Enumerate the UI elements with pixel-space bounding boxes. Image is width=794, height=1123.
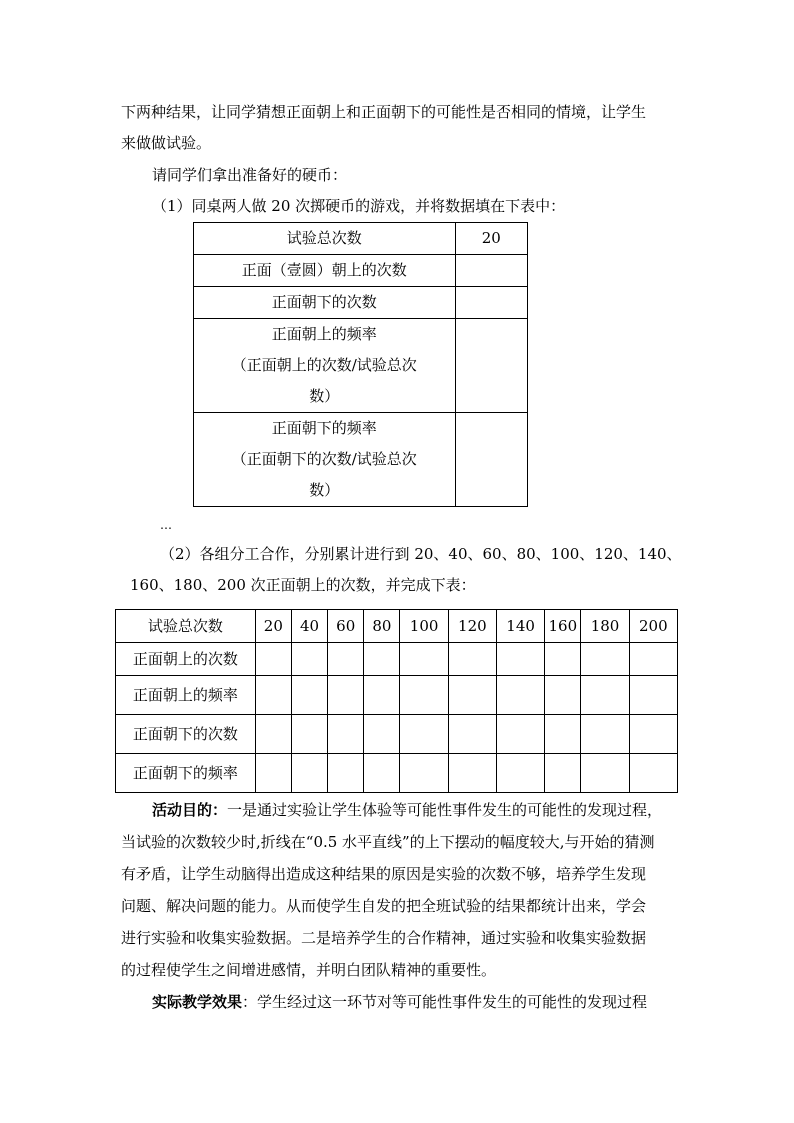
- paragraph-line: 当试验的次数较少时,折线在“0.5 水平直线”的上下摆动的幅度较大,与开始的猜测: [121, 833, 655, 851]
- table-cell: [255, 715, 291, 754]
- table-header-cell: 160: [545, 610, 581, 643]
- table-cell-value: [455, 255, 527, 287]
- table-header-cell: 40: [291, 610, 327, 643]
- table-cell: [328, 715, 364, 754]
- goal-text: 一是通过实验让学生体验等可能性事件发生的可能性的发现过程，: [227, 801, 663, 819]
- table-cell: [581, 643, 629, 676]
- table-cell: [448, 643, 496, 676]
- table-cell: [581, 754, 629, 793]
- label-line: 数）: [309, 481, 340, 499]
- table-header-cell: 120: [448, 610, 496, 643]
- table-cell: [255, 754, 291, 793]
- paragraph-line: （2）各组分工合作，分别累计进行到 20、40、60、80、100、120、140、: [160, 545, 682, 563]
- label-line: 正面朝下的频率: [271, 419, 377, 437]
- table-cell: [328, 754, 364, 793]
- paragraph-line: 进行实验和收集实验数据。二是培养学生的合作精神，通过实验和收集实验数据: [121, 929, 647, 947]
- table-cell-label: 正面（壹圆）朝上的次数: [194, 255, 456, 287]
- goal-label: 活动目的: [152, 801, 213, 819]
- table-cell: [448, 676, 496, 715]
- table-cell: [629, 715, 677, 754]
- table-cell: [400, 715, 448, 754]
- paragraph-line: 的过程使学生之间增进感情，并明白团队精神的重要性。: [121, 961, 497, 979]
- paragraph-line: 问题、解决问题的能力。从而使学生自发的把全班试验的结果都统计出来，学会: [121, 897, 647, 915]
- ellipsis: …: [160, 518, 172, 532]
- table-cell: [496, 715, 544, 754]
- table-cell: [629, 676, 677, 715]
- table-cell-label: [194, 413, 456, 507]
- table-cell: [496, 754, 544, 793]
- table-cell-value: [455, 413, 527, 507]
- table-header-cell: 60: [328, 610, 364, 643]
- table-cell: [496, 676, 544, 715]
- paragraph-line: 请同学们拿出准备好的硬币：: [152, 166, 348, 184]
- label-line: 数）: [309, 387, 340, 405]
- table-cell: [545, 715, 581, 754]
- table-cell: [364, 754, 400, 793]
- table-cell: [255, 643, 291, 676]
- paragraph-line: 160、180、200 次正面朝上的次数，并完成下表：: [130, 576, 476, 594]
- label-line: （正面朝下的次数/试验总次: [231, 450, 417, 468]
- table-row-label: 正面朝下的次数: [116, 715, 256, 754]
- coin-toss-table-1: [193, 222, 528, 507]
- table-cell: [291, 676, 327, 715]
- table-row-label: 正面朝下的频率: [116, 754, 256, 793]
- table-cell-value: [455, 319, 527, 413]
- table-header-cell: 180: [581, 610, 629, 643]
- paragraph-line: （1）同桌两人做 20 次掷硬币的游戏，并将数据填在下表中：: [152, 197, 566, 215]
- goal-colon: ：: [212, 801, 228, 819]
- table-header-cell: 200: [629, 610, 677, 643]
- table-header-cell: 20: [255, 610, 291, 643]
- table-cell: [328, 643, 364, 676]
- table-cell: [629, 754, 677, 793]
- paragraph-line: 下两种结果，让同学猜想正面朝上和正面朝下的可能性是否相同的情境，让学生: [121, 103, 647, 121]
- table-cell: [400, 643, 448, 676]
- table-cell: [400, 754, 448, 793]
- table-cell: [545, 754, 581, 793]
- paragraph-line: 有矛盾，让学生动脑得出造成这种结果的原因是实验的次数不够，培养学生发现: [121, 865, 647, 883]
- table-cell: [496, 643, 544, 676]
- table-header-cell: 80: [364, 610, 400, 643]
- table-cell: [291, 643, 327, 676]
- table-cell: [364, 643, 400, 676]
- effect-label: 实际教学效果: [152, 993, 243, 1011]
- table-cell-value: [455, 287, 527, 319]
- table-cell: [328, 676, 364, 715]
- table-cell: [581, 676, 629, 715]
- paragraph-line: 来做做试验。: [121, 134, 212, 152]
- goal-line: [152, 800, 662, 820]
- table-cell-label: 试验总次数: [194, 223, 456, 255]
- table-cell: [545, 643, 581, 676]
- table-cell: [364, 715, 400, 754]
- table-cell: [448, 754, 496, 793]
- table-header-cell: 100: [400, 610, 448, 643]
- table-cell-label: [194, 319, 456, 413]
- table-row-label: 正面朝上的频率: [116, 676, 256, 715]
- table-cell: [545, 676, 581, 715]
- table-cell: [400, 676, 448, 715]
- table-cell: [364, 676, 400, 715]
- effect-text: ：学生经过这一环节对等可能性事件发生的可能性的发现过程: [242, 993, 648, 1011]
- table-cell-value: 20: [455, 223, 527, 255]
- table-cell: [291, 754, 327, 793]
- table-cell: [448, 715, 496, 754]
- coin-toss-table-2: [115, 609, 678, 793]
- table-header-label: 试验总次数: [116, 610, 256, 643]
- effect-line: [152, 992, 647, 1012]
- table-cell: [291, 715, 327, 754]
- label-line: 正面朝上的频率: [271, 325, 377, 343]
- table-cell: [581, 715, 629, 754]
- table-cell-label: 正面朝下的次数: [194, 287, 456, 319]
- table-header-cell: 140: [496, 610, 544, 643]
- table-cell: [255, 676, 291, 715]
- label-line: （正面朝上的次数/试验总次: [231, 356, 417, 374]
- table-cell: [629, 643, 677, 676]
- table-row-label: 正面朝上的次数: [116, 643, 256, 676]
